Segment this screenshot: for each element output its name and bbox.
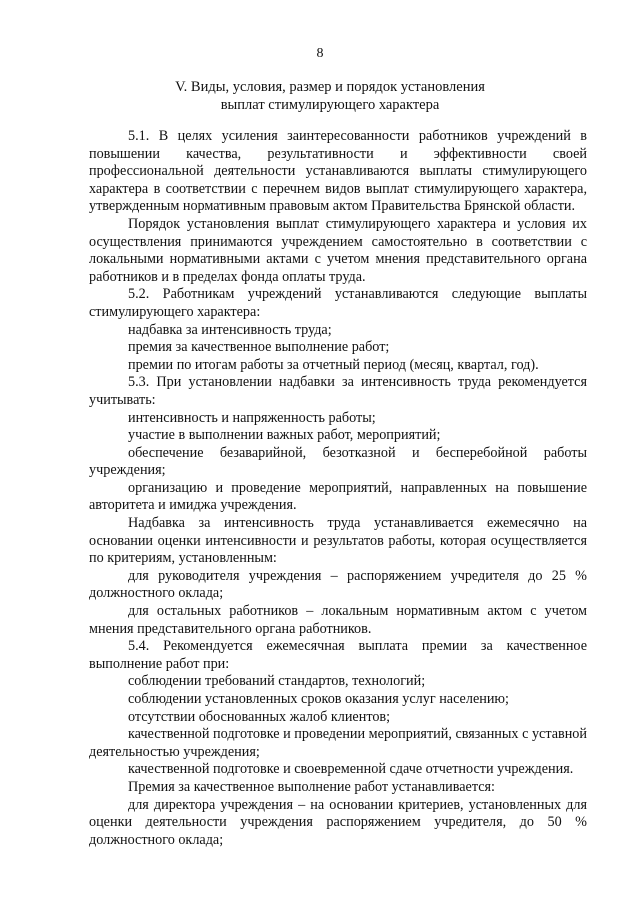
list-item: качественной подготовке и своевременной сдаче отчетности учреждения. (128, 761, 574, 778)
paragraph: Премия за качественное выполнение работ устанавливается: (128, 778, 495, 795)
list-item: обеспечение безаварийной, безотказной и бесперебойной работы учреждения; (89, 444, 587, 479)
list-item: соблюдении требований стандартов, технологий; (128, 673, 426, 690)
paragraph: 5.3. При установлении надбавки за интенсивность труда рекомендуется учитывать: (89, 374, 587, 408)
list-item: отсутствии обоснованных жалоб клиентов; (128, 708, 391, 725)
section-heading-line-1: V. Виды, условия, размер и порядок установления (175, 79, 485, 95)
list-item: для остальных работников – локальным нормативным актом с учетом мнения представительного органа работников. (89, 603, 587, 637)
paragraph: 5.2. Работникам учреждений устанавливаются следующие выплаты стимулирующего характера: (89, 286, 587, 320)
list-item: участие в выполнении важных работ, мероприятий; (128, 427, 441, 444)
list-item: надбавка за интенсивность труда; (128, 321, 332, 338)
paragraph: 5.4. Рекомендуется ежемесячная выплата премии за качественное выполнение работ при: (89, 638, 587, 672)
list-item: премия за качественное выполнение работ; (128, 339, 390, 356)
list-item: премии по итогам работы за отчетный период (месяц, квартал, год). (128, 356, 539, 373)
list-item: организацию и проведение мероприятий, направленных на повышение авторитета и имиджа учреждения. (89, 479, 587, 514)
list-item: интенсивность и напряженность работы; (128, 409, 376, 426)
section-heading-line-2: выплат стимулирующего характера (220, 97, 440, 113)
list-item: соблюдении установленных сроков оказания услуг населению; (128, 691, 509, 707)
list-item: для директора учреждения – на основании критериев, установленных для оценки деятельности учреждения распоряжением учредителя, до 50 % должностного оклада; (89, 796, 587, 848)
list-item: качественной подготовке и проведении мероприятий, связанных с уставной деятельностью учреждения; (89, 726, 587, 760)
document-body (89, 128, 587, 849)
list-item: для руководителя учреждения – распоряжением учредителя до 25 % должностного оклада; (89, 567, 587, 602)
page-number: 8 (316, 46, 324, 61)
paragraph: Надбавка за интенсивность труда устанавливается ежемесячно на основании оценки интенсивности и результатов работы, которая осуществляется по критериям, установленным: (89, 515, 587, 567)
paragraph: Порядок установления выплат стимулирующего характера и условия их осуществления принимаются учреждением самостоятельно в соответствии с локальными нормативными актами с учетом мнения представительного органа работников и в пределах фонда оплаты труда. (89, 215, 587, 285)
section-heading (60, 78, 600, 114)
paragraph: 5.1. В целях усиления заинтересованности работников учреждений в повышении качества, результативности и эффективности своей профессиональной деятельности устанавливаются выплаты стимулирующего характера в соответствии с перечнем видов выплат стимулирующего характера, утвержденным нормативным правовым актом Правительства Брянской области. (89, 128, 587, 215)
